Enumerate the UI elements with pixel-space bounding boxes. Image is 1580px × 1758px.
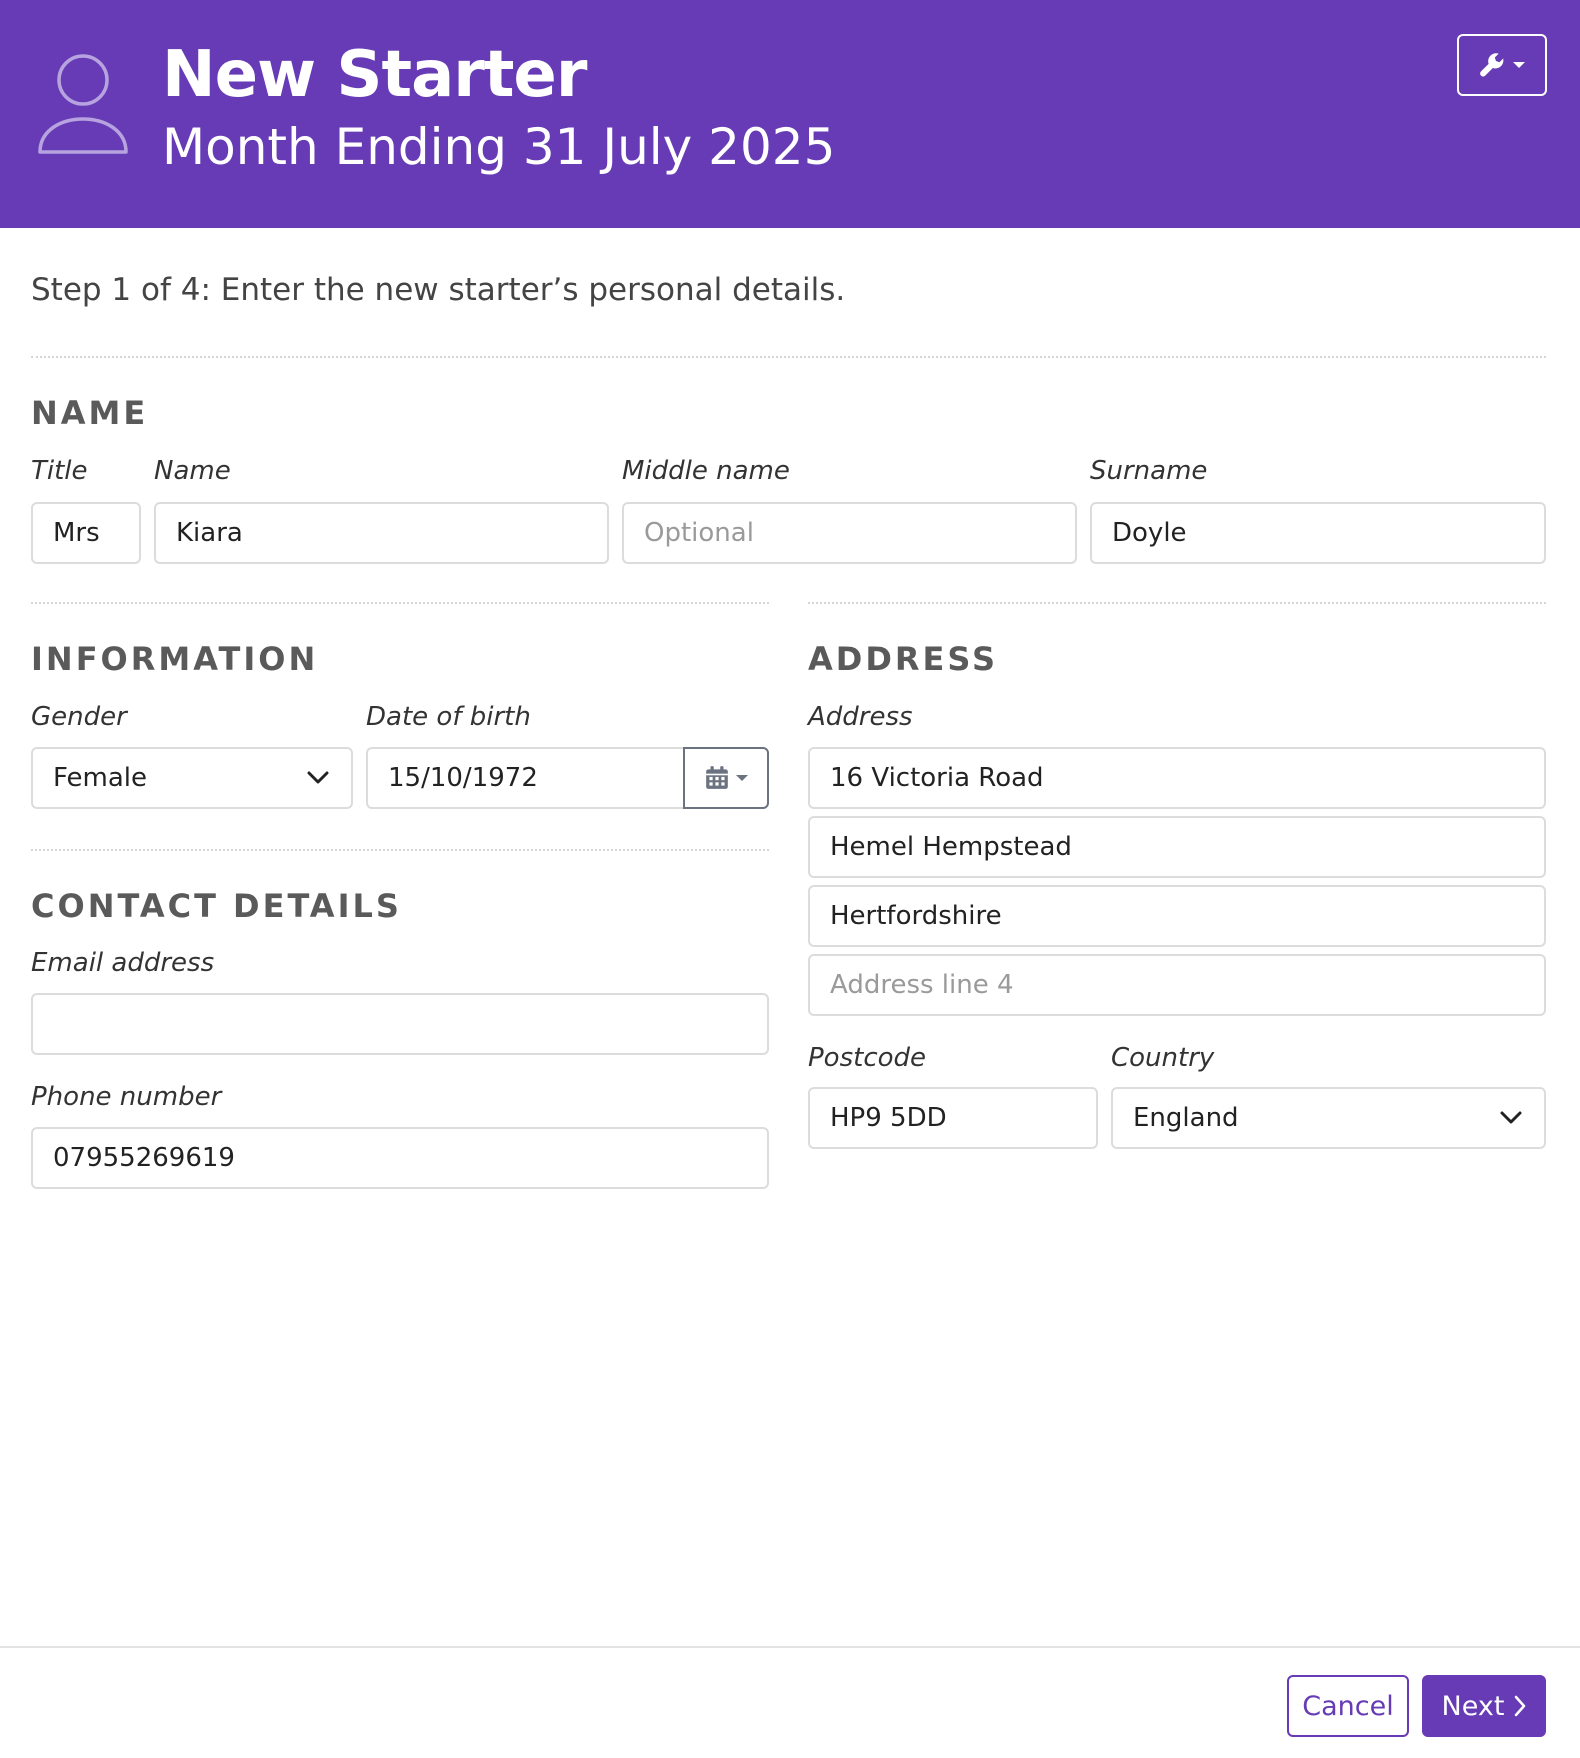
chevron-down-icon [1500, 1111, 1522, 1125]
cancel-button[interactable]: Cancel [1287, 1675, 1409, 1737]
gender-select[interactable] [31, 747, 353, 809]
phone-label: Phone number [31, 1082, 222, 1112]
surname-label: Surname [1090, 456, 1208, 486]
divider [31, 356, 1546, 358]
country-selected-value: England [1133, 1103, 1239, 1133]
contact-section-heading: CONTACT DETAILS [31, 887, 402, 925]
postcode-input[interactable] [808, 1087, 1098, 1149]
caret-down-icon [736, 774, 748, 782]
dob-label: Date of birth [366, 702, 531, 732]
title-label: Title [31, 456, 88, 486]
next-button[interactable] [1422, 1675, 1546, 1737]
page-header [0, 0, 1580, 228]
chevron-right-icon [1514, 1695, 1526, 1717]
middle-name-input[interactable] [622, 502, 1077, 564]
divider [31, 849, 769, 851]
email-input[interactable] [31, 993, 769, 1055]
wrench-icon [1478, 51, 1506, 79]
name-section-heading: NAME [31, 394, 149, 432]
page-title: New Starter [162, 38, 587, 112]
tools-menu-button[interactable] [1457, 34, 1547, 96]
email-label: Email address [31, 948, 215, 978]
page-subtitle: Month Ending 31 July 2025 [162, 118, 836, 176]
title-input[interactable] [31, 502, 141, 564]
middle-name-label: Middle name [622, 456, 790, 486]
caret-down-icon [1512, 60, 1526, 70]
step-instructions: Step 1 of 4: Enter the new starter’s personal details. [31, 272, 846, 308]
gender-selected-value: Female [53, 763, 148, 793]
name-label: Name [154, 456, 231, 486]
address-line-2-input[interactable] [808, 816, 1546, 878]
country-label: Country [1111, 1043, 1215, 1073]
name-input[interactable] [154, 502, 609, 564]
calendar-icon [704, 765, 730, 791]
information-section-heading: INFORMATION [31, 640, 319, 678]
divider [31, 602, 769, 604]
chevron-down-icon [307, 771, 329, 785]
divider [808, 602, 1546, 604]
address-line-4-input[interactable] [808, 954, 1546, 1016]
country-select[interactable] [1111, 1087, 1546, 1149]
dob-input[interactable] [366, 747, 685, 809]
address-line-1-input[interactable] [808, 747, 1546, 809]
surname-input[interactable] [1090, 502, 1546, 564]
address-line-3-input[interactable] [808, 885, 1546, 947]
next-button-label: Next [1441, 1690, 1505, 1722]
footer-divider [0, 1646, 1580, 1648]
phone-input[interactable] [31, 1127, 769, 1189]
person-icon [36, 52, 130, 162]
address-label: Address [808, 702, 913, 732]
date-picker-button[interactable] [683, 747, 769, 809]
postcode-label: Postcode [808, 1043, 927, 1073]
gender-label: Gender [31, 702, 127, 732]
address-section-heading: ADDRESS [808, 640, 999, 678]
